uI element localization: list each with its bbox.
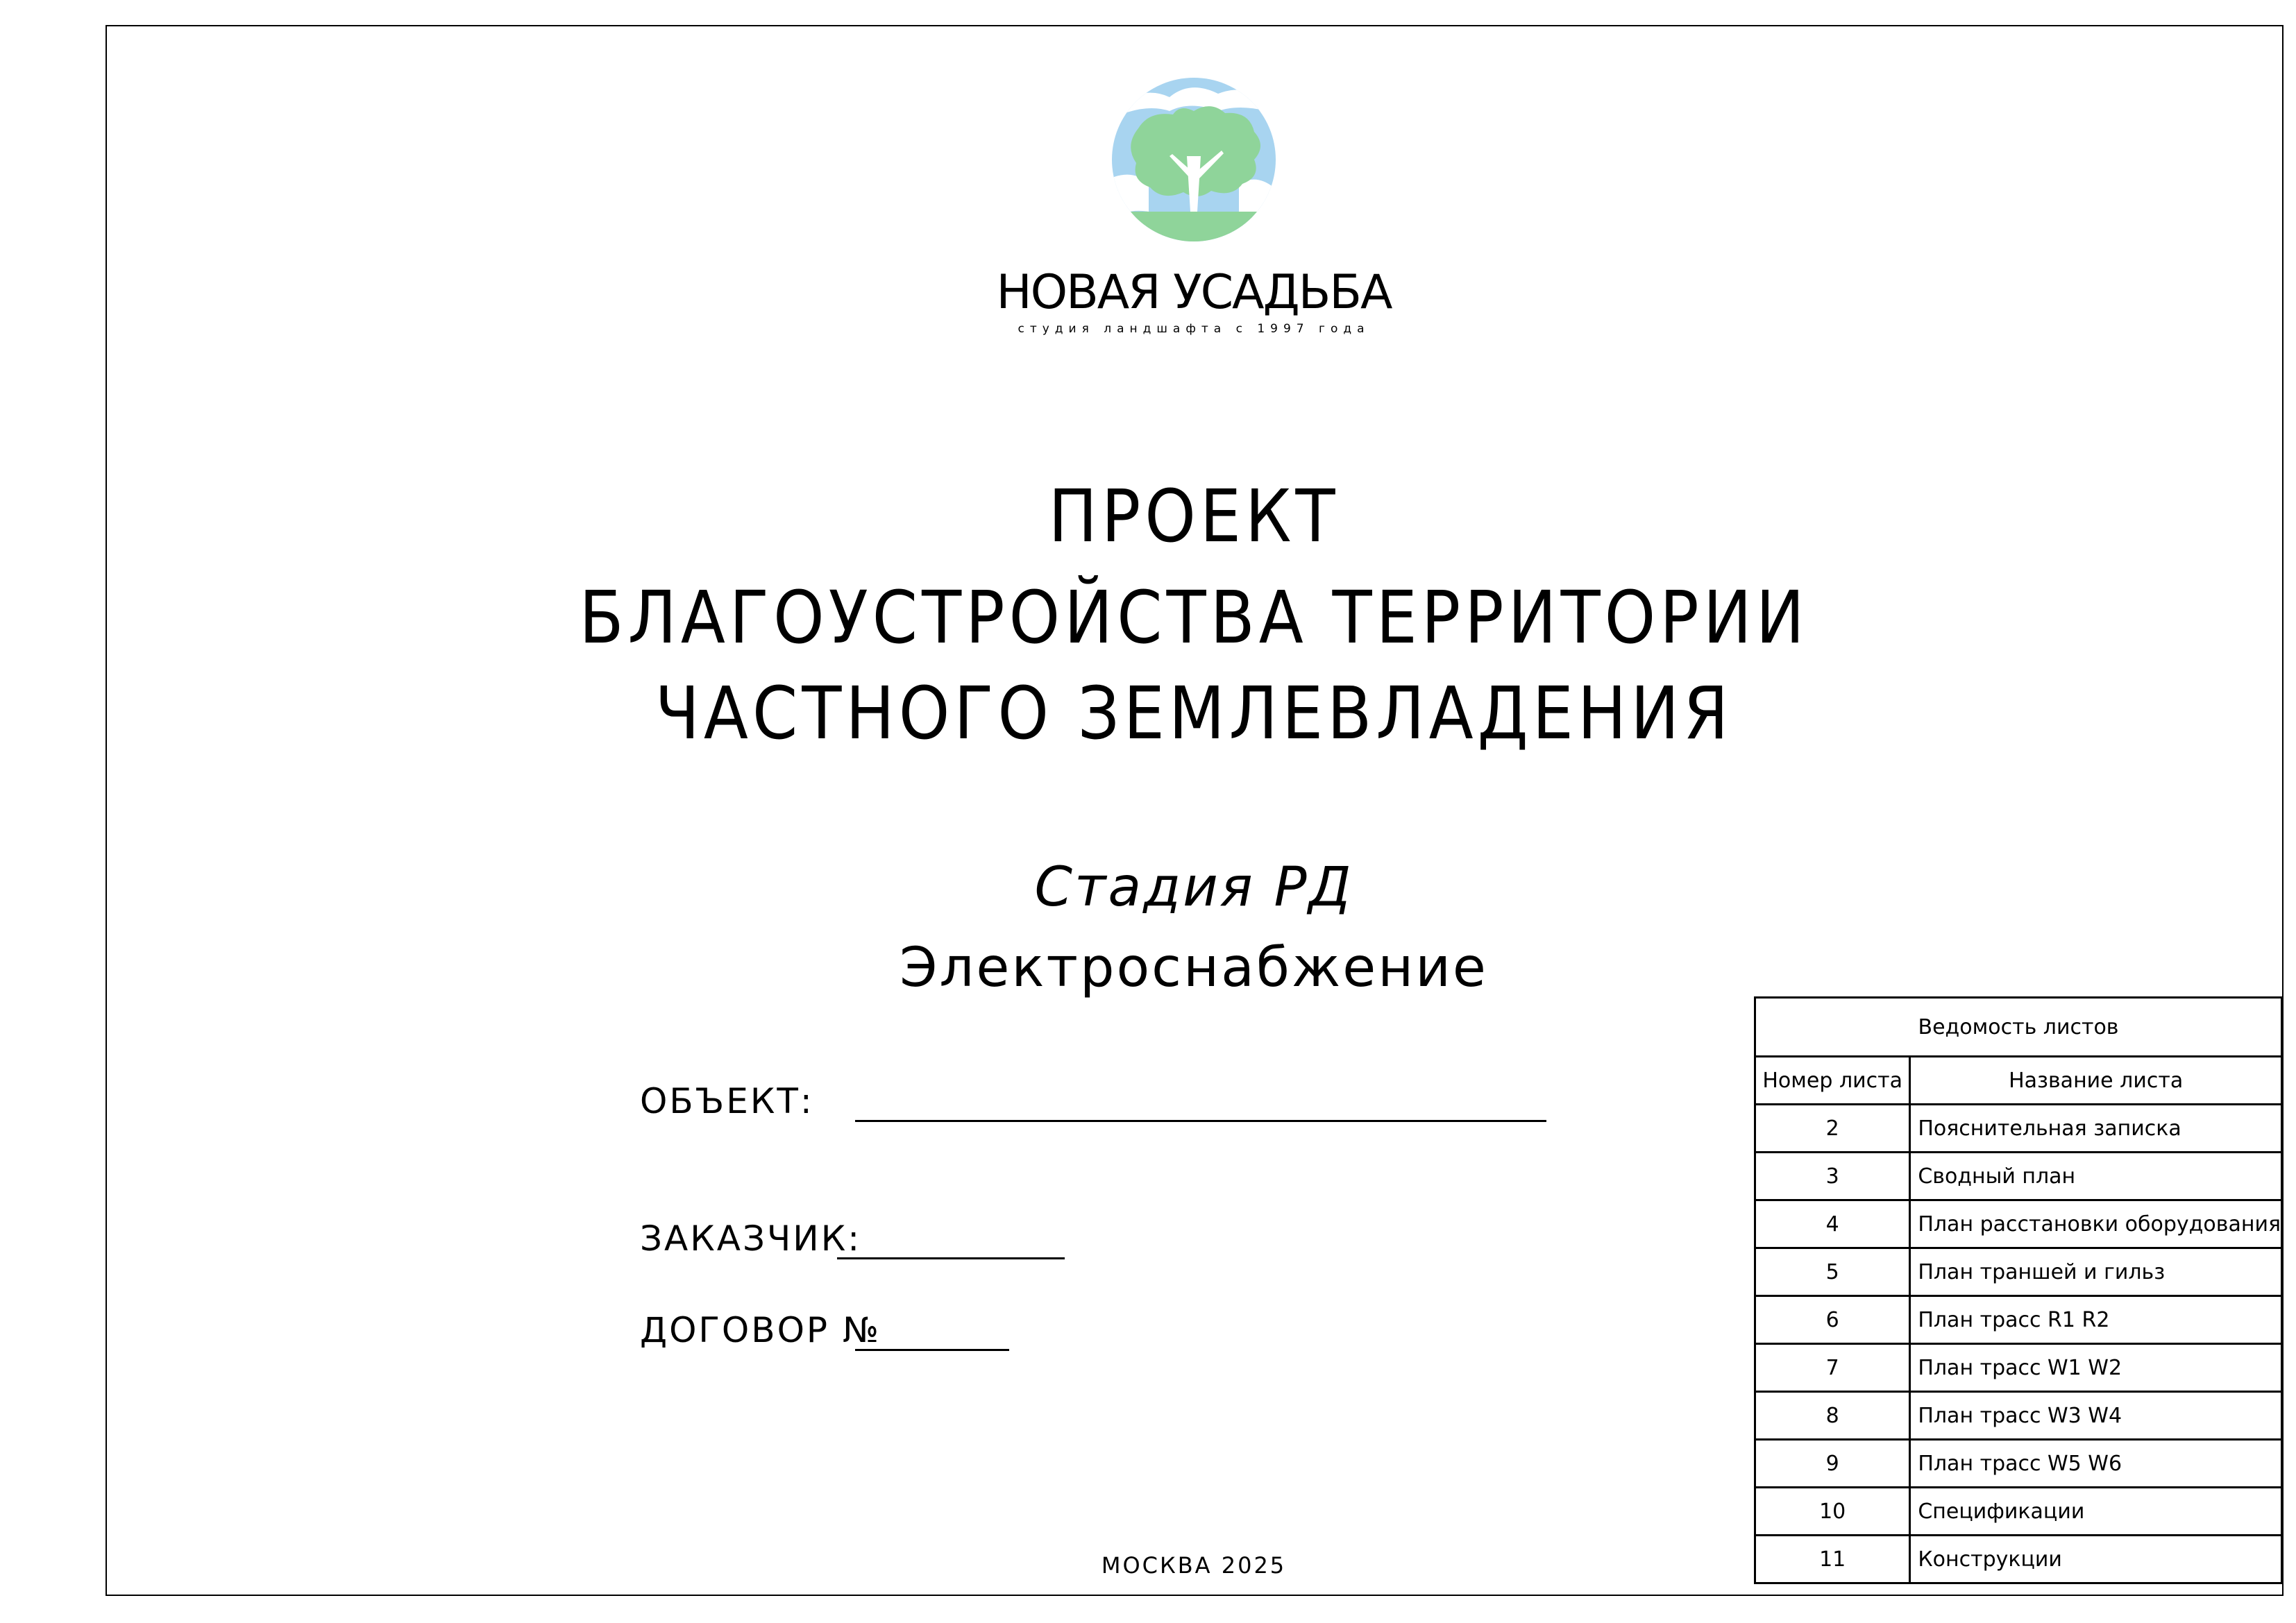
contract-label: ДОГОВОР №	[640, 1310, 881, 1350]
sheet-list-caption: Ведомость листов	[1755, 998, 2282, 1057]
table-row	[1755, 1392, 2282, 1440]
sheet-name: Спецификации	[1910, 1488, 2282, 1536]
brand-name: НОВАЯ УСАДЬБА	[996, 265, 1392, 320]
section-label: Электроснабжение	[900, 937, 1488, 999]
column-header-number: Номер листа	[1755, 1057, 1910, 1105]
brand-tagline: студия ландшафта с 1997 года	[1018, 322, 1370, 336]
city-year: МОСКВА 2025	[1101, 1552, 1287, 1579]
title-line-3: ЧАСТНОГО ЗЕМЛЕВЛАДЕНИЯ	[655, 671, 1733, 756]
table-row	[1755, 1248, 2282, 1296]
table-row	[1755, 1200, 2282, 1248]
tree-logo-icon	[1107, 73, 1281, 246]
sheet-name: План трасс R1 R2	[1910, 1296, 2282, 1344]
table-row	[1755, 1344, 2282, 1392]
table-row	[1755, 1296, 2282, 1344]
sheet-number: 2	[1755, 1105, 1910, 1153]
sheet-name: План траншей и гильз	[1910, 1248, 2282, 1296]
table-row	[1755, 1440, 2282, 1488]
object-field[interactable]	[855, 1120, 1546, 1122]
table-row	[1755, 1105, 2282, 1153]
sheet-name: Пояснительная записка	[1910, 1105, 2282, 1153]
table-row	[1755, 1488, 2282, 1536]
object-label: ОБЪЕКТ:	[640, 1081, 814, 1121]
sheet-name: Конструкции	[1910, 1536, 2282, 1583]
sheet-list-table	[1754, 996, 2283, 1584]
column-header-name: Название листа	[1910, 1057, 2282, 1105]
sheet-name: План расстановки оборудования	[1910, 1200, 2282, 1248]
sheet-number: 3	[1755, 1153, 1910, 1200]
title-line-1: ПРОЕКТ	[1048, 474, 1340, 559]
table-row	[1755, 1153, 2282, 1200]
table-row	[1755, 1536, 2282, 1583]
sheet-number: 10	[1755, 1488, 1910, 1536]
contract-number-field[interactable]	[855, 1349, 1009, 1351]
customer-label: ЗАКАЗЧИК:	[640, 1218, 862, 1259]
sheet-number: 7	[1755, 1344, 1910, 1392]
sheet-number: 9	[1755, 1440, 1910, 1488]
sheet-number: 5	[1755, 1248, 1910, 1296]
sheet-name: Сводный план	[1910, 1153, 2282, 1200]
customer-field[interactable]	[837, 1257, 1065, 1259]
sheet-number: 4	[1755, 1200, 1910, 1248]
sheet-number: 6	[1755, 1296, 1910, 1344]
sheet-number: 11	[1755, 1536, 1910, 1583]
sheet-name: План трасс W3 W4	[1910, 1392, 2282, 1440]
sheet-name: План трасс W5 W6	[1910, 1440, 2282, 1488]
title-line-2: БЛАГОУСТРОЙСТВА ТЕРРИТОРИИ	[579, 575, 1809, 660]
stage-label: Стадия РД	[1034, 856, 1353, 919]
sheet-name: План трасс W1 W2	[1910, 1344, 2282, 1392]
sheet-number: 8	[1755, 1392, 1910, 1440]
